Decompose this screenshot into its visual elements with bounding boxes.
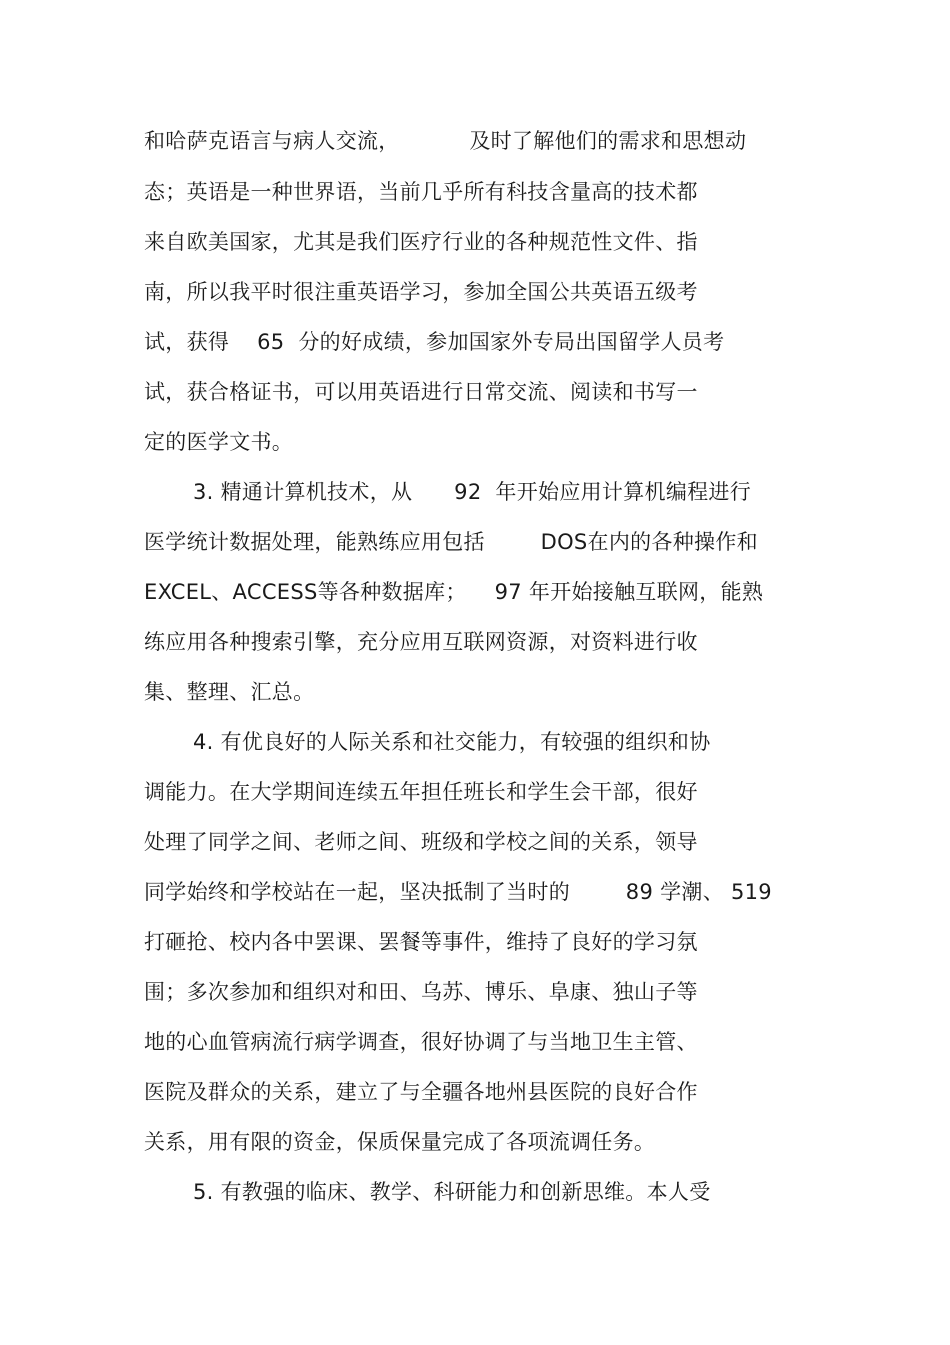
- text-line: 南，所以我平时很注重英语学习，参加全国公共英语五级考: [144, 280, 698, 304]
- text-line: 同学始终和学校站在一起，坚决抵制了当时的 89 学潮、 519: [144, 880, 772, 904]
- text-line: 医院及群众的关系，建立了与全疆各地州县医院的良好合作: [144, 1080, 698, 1104]
- text-line: 地的心血管病流行病学调查，很好协调了与当地卫生主管、: [144, 1030, 698, 1054]
- text-line: EXCEL、ACCESS等各种数据库； 97 年开始接触互联网，能熟: [144, 580, 764, 604]
- text-line: 围；多次参加和组织对和田、乌苏、博乐、阜康、独山子等: [144, 980, 698, 1004]
- text-line: 和哈萨克语言与病人交流， 及时了解他们的需求和思想动: [144, 129, 747, 153]
- text-line: 调能力。在大学期间连续五年担任班长和学生会干部，很好: [144, 780, 698, 804]
- text-line: 定的医学文书。: [144, 430, 294, 454]
- text-line: 试，获得 65 分的好成绩，参加国家外专局出国留学人员考: [144, 330, 725, 354]
- text-line: 关系，用有限的资金，保质保量完成了各项流调任务。: [144, 1130, 656, 1154]
- paragraph-4-first-line: 4. 有优良好的人际关系和社交能力，有较强的组织和协: [193, 730, 711, 754]
- text-line: 试，获合格证书，可以用英语进行日常交流、阅读和书写一: [144, 380, 698, 404]
- text-line: 医学统计数据处理，能熟练应用包括 DOS在内的各种操作和: [144, 530, 758, 554]
- text-line: 态；英语是一种世界语，当前几乎所有科技含量高的技术都: [144, 180, 698, 204]
- paragraph-5-first-line: 5. 有教强的临床、教学、科研能力和创新思维。本人受: [193, 1180, 711, 1204]
- text-line: 来自欧美国家，尤其是我们医疗行业的各种规范性文件、指: [144, 230, 698, 254]
- paragraph-3-first-line: 3. 精通计算机技术，从 92 年开始应用计算机编程进行: [193, 480, 752, 504]
- text-line: 打砸抢、校内各中罢课、罢餐等事件，维持了良好的学习氛: [144, 930, 698, 954]
- text-line: 集、整理、汇总。: [144, 680, 315, 704]
- text-line: 处理了同学之间、老师之间、班级和学校之间的关系，领导: [144, 830, 698, 854]
- text-line: 练应用各种搜索引擎，充分应用互联网资源，对资料进行收: [144, 630, 698, 654]
